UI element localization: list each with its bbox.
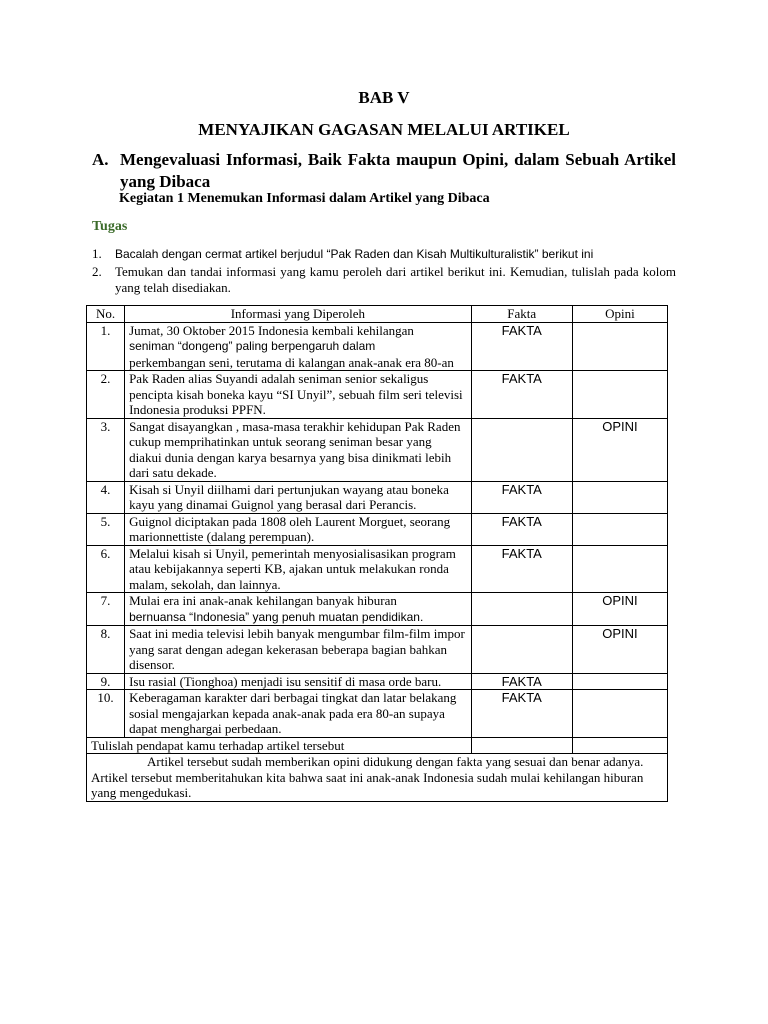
- row-number: 4.: [87, 481, 125, 513]
- row-opini: OPINI: [572, 626, 667, 674]
- row-info: Guignol diciptakan pada 1808 oleh Laurent Morguet, seorang marionnettiste (dalang perempuan).: [125, 513, 472, 545]
- row-fakta: FAKTA: [471, 690, 572, 738]
- row-number: 2.: [87, 371, 125, 419]
- activity-title: Kegiatan 1 Menemukan Informasi dalam Artikel yang Dibaca: [119, 191, 490, 206]
- row-info: [125, 593, 472, 626]
- row-info-line: Jumat, 30 Oktober 2015 Indonesia kembali kehilangan: [129, 322, 414, 338]
- row-fakta: FAKTA: [471, 673, 572, 690]
- row-info-line: bernuansa “Indonesia” yang penuh muatan pendidikan.: [129, 609, 424, 624]
- section-title: Mengevaluasi Informasi, Baik Fakta maupun Opini, dalam Sebuah Artikel yang Dibaca: [120, 150, 676, 191]
- table-row: [87, 545, 668, 593]
- row-number: 7.: [87, 593, 125, 626]
- answer-text: Artikel tersebut sudah memberikan opini didukung dengan fakta yang sesuai dan benar adanya. Artikel tersebut memberitahukan kita bahwa saat ini anak-anak Indonesia sudah mulai kehilangan hiburan yang mengedukasi.: [91, 754, 644, 800]
- empty-cell: [572, 737, 667, 754]
- row-info: Keberagaman karakter dari berbagai tingkat dan latar belakang sosial mengajarkan kepada anak-anak pada era 80-an supaya dapat menghargai perbedaan.: [125, 690, 472, 738]
- table-row: [87, 690, 668, 738]
- row-info: Kisah si Unyil diilhami dari pertunjukan wayang atau boneka kayu yang dinamai Guignol yang berasal dari Perancis.: [125, 481, 472, 513]
- row-info: Saat ini media televisi lebih banyak mengumbar film-film impor yang sarat dengan adegan kekerasan beberapa bagian bahkan disensor.: [125, 626, 472, 674]
- table-row: [87, 673, 668, 690]
- row-info: [125, 322, 472, 371]
- row-opini: [572, 481, 667, 513]
- table-row: [87, 513, 668, 545]
- row-info-line: Mulai era ini anak-anak kehilangan banyak hiburan: [129, 593, 397, 608]
- row-number: 5.: [87, 513, 125, 545]
- row-opini: [572, 673, 667, 690]
- table-row: [87, 593, 668, 626]
- section-heading: [92, 149, 676, 193]
- header-info: Informasi yang Diperoleh: [125, 306, 472, 323]
- row-number: 6.: [87, 545, 125, 593]
- row-opini: [572, 545, 667, 593]
- row-fakta: FAKTA: [471, 481, 572, 513]
- instruction-number: 1.: [92, 246, 102, 261]
- answer-row: [87, 754, 668, 802]
- instruction-item: [92, 264, 676, 296]
- instruction-text: Temukan dan tandai informasi yang kamu peroleh dari artikel berikut ini. Kemudian, tulislah pada kolom yang telah disediakan.: [115, 264, 676, 295]
- empty-cell: [471, 737, 572, 754]
- table-header-row: [87, 306, 668, 323]
- header-fakta: Fakta: [471, 306, 572, 323]
- row-number: 8.: [87, 626, 125, 674]
- row-fakta: FAKTA: [471, 513, 572, 545]
- opinion-prompt: Tulislah pendapat kamu terhadap artikel tersebut: [87, 737, 472, 754]
- row-fakta: [471, 593, 572, 626]
- row-fakta: FAKTA: [471, 371, 572, 419]
- information-table: [86, 305, 668, 802]
- row-opini: OPINI: [572, 593, 667, 626]
- instruction-text: Bacalah dengan cermat artikel berjudul “Pak Raden dan Kisah Multikulturalistik” berikut ini: [115, 247, 594, 261]
- row-opini: [572, 371, 667, 419]
- chapter-title: MENYAJIKAN GAGASAN MELALUI ARTIKEL: [198, 120, 570, 139]
- instruction-list: [92, 246, 676, 298]
- chapter-number: BAB V: [358, 88, 410, 107]
- answer-cell: [87, 754, 668, 802]
- instruction-number: 2.: [92, 264, 102, 279]
- row-fakta: [471, 418, 572, 481]
- row-opini: OPINI: [572, 418, 667, 481]
- table-row: [87, 322, 668, 371]
- opinion-prompt-row: [87, 737, 668, 754]
- row-fakta: FAKTA: [471, 322, 572, 371]
- row-opini: [572, 513, 667, 545]
- task-label: Tugas: [92, 219, 128, 234]
- table-row: [87, 481, 668, 513]
- row-number: 9.: [87, 673, 125, 690]
- row-number: 10.: [87, 690, 125, 738]
- section-letter: A.: [92, 150, 109, 169]
- row-info-line: seniman “dongeng” paling berpengaruh dalam: [129, 339, 376, 353]
- table-row: [87, 371, 668, 419]
- header-no: No.: [87, 306, 125, 323]
- header-opini: Opini: [572, 306, 667, 323]
- row-info-line: perkembangan seni, terutama di kalangan anak-anak era 80-an: [129, 354, 454, 370]
- row-info: Sangat disayangkan , masa-masa terakhir kehidupan Pak Raden cukup memprihatinkan untuk seorang seniman besar yang diakui dunia dengan karya besarnya yang bisa dinikmati lebih dari satu dekade.: [125, 418, 472, 481]
- table-row: [87, 626, 668, 674]
- table-row: [87, 418, 668, 481]
- row-fakta: FAKTA: [471, 545, 572, 593]
- row-info: Melalui kisah si Unyil, pemerintah menyosialisasikan program atau kebijakannya seperti KB, ajakan untuk melakukan ronda malam, sekolah, dan lainnya.: [125, 545, 472, 593]
- row-info: Pak Raden alias Suyandi adalah seniman senior sekaligus pencipta kisah boneka kayu “SI Unyil”, sebuah film seri televisi Indonesia produksi PPFN.: [125, 371, 472, 419]
- row-number: 3.: [87, 418, 125, 481]
- row-info: Isu rasial (Tionghoa) menjadi isu sensitif di masa orde baru.: [125, 673, 472, 690]
- instruction-item: [92, 246, 676, 262]
- row-number: 1.: [87, 322, 125, 371]
- row-fakta: [471, 626, 572, 674]
- row-opini: [572, 690, 667, 738]
- row-opini: [572, 322, 667, 371]
